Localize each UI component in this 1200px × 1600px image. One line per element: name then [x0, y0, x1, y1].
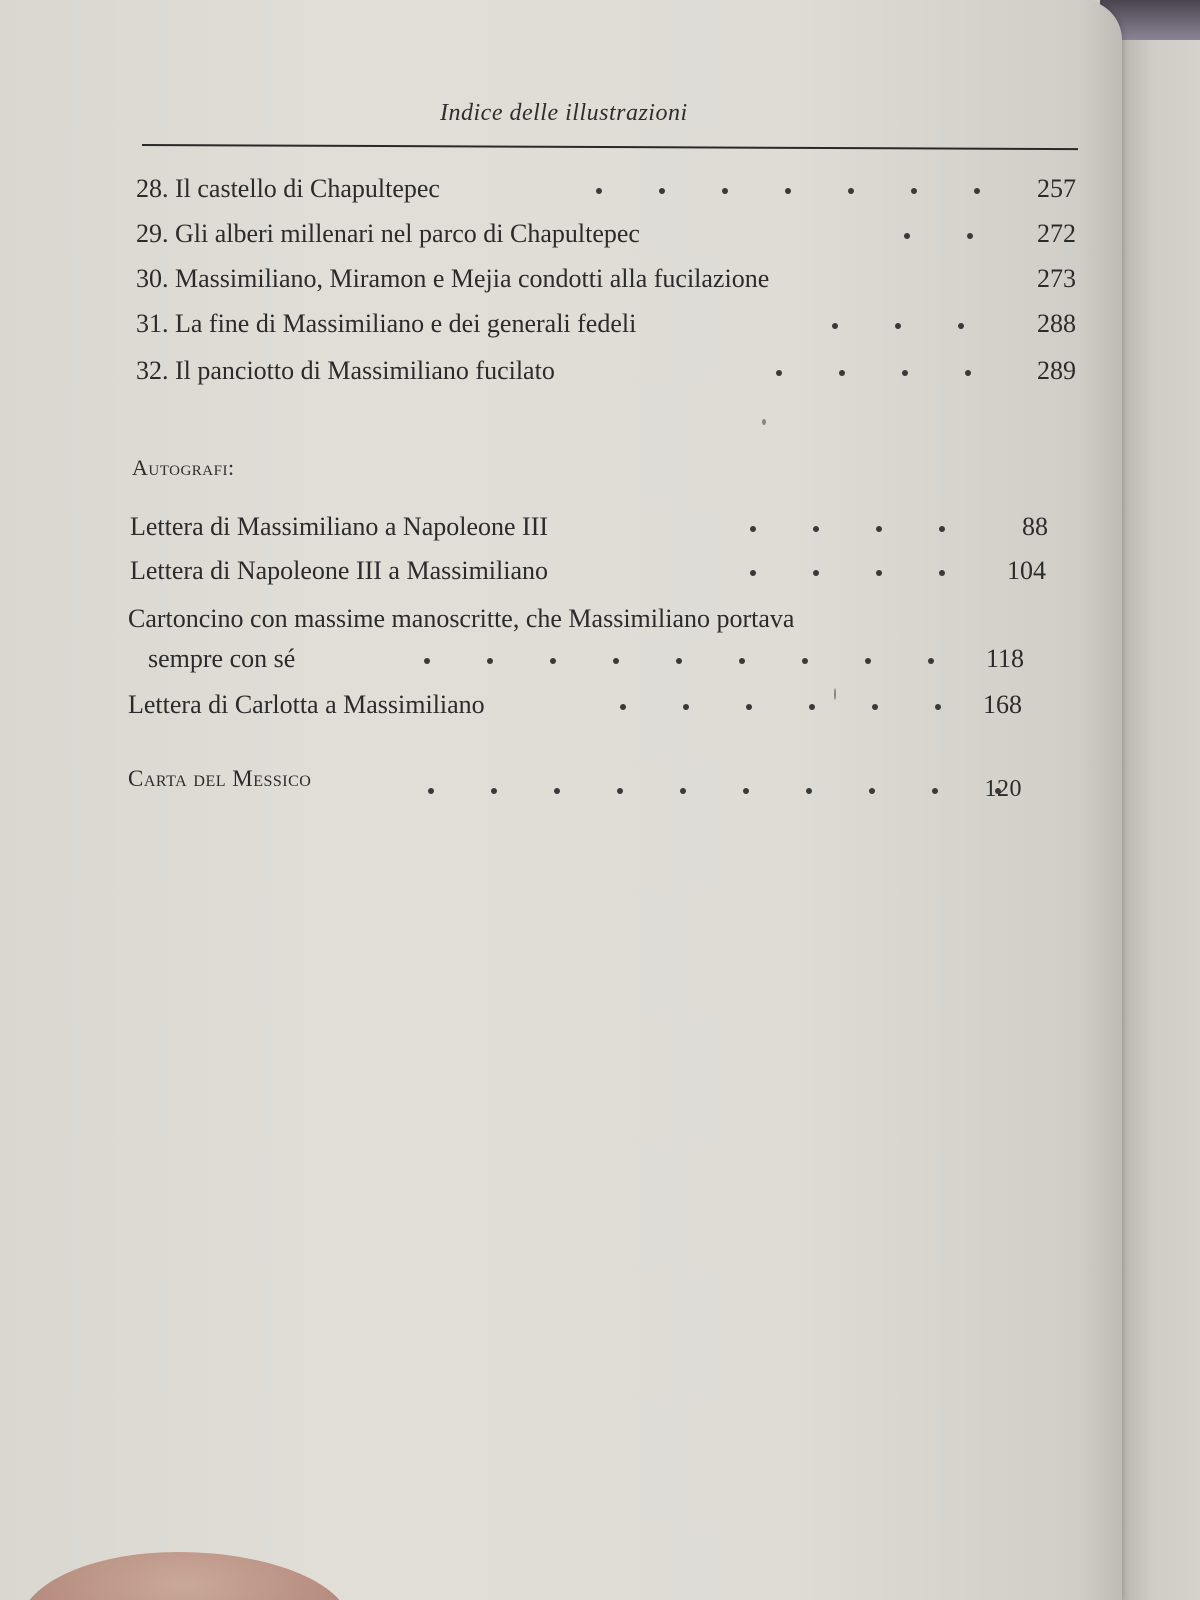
entry-page: 88 [1022, 512, 1048, 541]
next-page-edge [1122, 40, 1200, 1600]
leader-dots [750, 512, 1002, 542]
entry-page: 273 [1037, 264, 1076, 293]
entry-number: 29. [136, 219, 169, 248]
paper-speck [762, 419, 766, 425]
leader-dots [596, 174, 1037, 204]
entry-page: 168 [983, 690, 1022, 719]
entry-label [136, 309, 636, 339]
leader-dots [620, 690, 998, 720]
leader-dots [904, 219, 1030, 249]
entry-page: 272 [1037, 219, 1076, 248]
entry-title: Cartoncino con massime manoscritte, che Massimiliano portava [128, 604, 795, 633]
entry-number: 31. [136, 309, 169, 338]
entry-title: La fine di Massimiliano e dei generali fedeli [175, 309, 637, 338]
running-head: Indice delle illustrazioni [440, 100, 688, 126]
leader-dots [750, 556, 1002, 586]
illustration-entry [136, 174, 1076, 208]
entry-title: Il panciotto di Massimiliano fucilato [175, 356, 555, 385]
leader-dots [424, 644, 991, 674]
illustration-entry [136, 219, 1076, 253]
map-entry [128, 766, 1074, 800]
autograph-entry [130, 512, 1076, 546]
entry-page: 288 [1037, 309, 1076, 338]
entry-page: 289 [1037, 356, 1076, 385]
autograph-entry [128, 604, 1074, 638]
map-title: Carta del Messico [128, 766, 312, 791]
entry-title: Gli alberi millenari nel parco di Chapultepec [175, 219, 640, 248]
entry-number: 32. [136, 356, 169, 385]
entry-title: Lettera di Massimiliano a Napoleone III [130, 512, 549, 541]
entry-title: Lettera di Napoleone III a Massimiliano [130, 556, 549, 585]
autograph-entry [128, 690, 1074, 724]
entry-label [136, 356, 555, 386]
illustration-entry [136, 264, 1076, 298]
entry-page: 104 [1007, 556, 1046, 585]
illustration-entry [136, 309, 1076, 343]
entry-title-continuation: sempre con sé [148, 644, 296, 673]
header-rule [142, 144, 1078, 150]
entry-label [136, 219, 640, 249]
illustration-entry [136, 356, 1076, 390]
leader-dots [776, 356, 1028, 386]
entry-title: Il castello di Chapultepec [175, 174, 440, 203]
entry-label [136, 264, 769, 294]
entry-title: Massimiliano, Miramon e Mejia condotti alla fucilazione [175, 264, 770, 293]
autograph-entry [130, 556, 1076, 590]
leader-dots [832, 309, 1021, 339]
entry-page: 118 [985, 644, 1024, 673]
entry-number: 30. [136, 264, 169, 293]
section-heading-autografi: Autografi: [132, 455, 235, 480]
autograph-entry-continuation [148, 644, 1074, 678]
entry-title: Lettera di Carlotta a Massimiliano [128, 690, 485, 719]
entry-number: 28. [136, 174, 169, 203]
entry-page: 257 [1037, 174, 1076, 203]
entry-label [136, 174, 440, 204]
leader-dots [428, 776, 1058, 802]
paper-speck [834, 688, 836, 700]
map-page: 120 [984, 776, 1022, 802]
